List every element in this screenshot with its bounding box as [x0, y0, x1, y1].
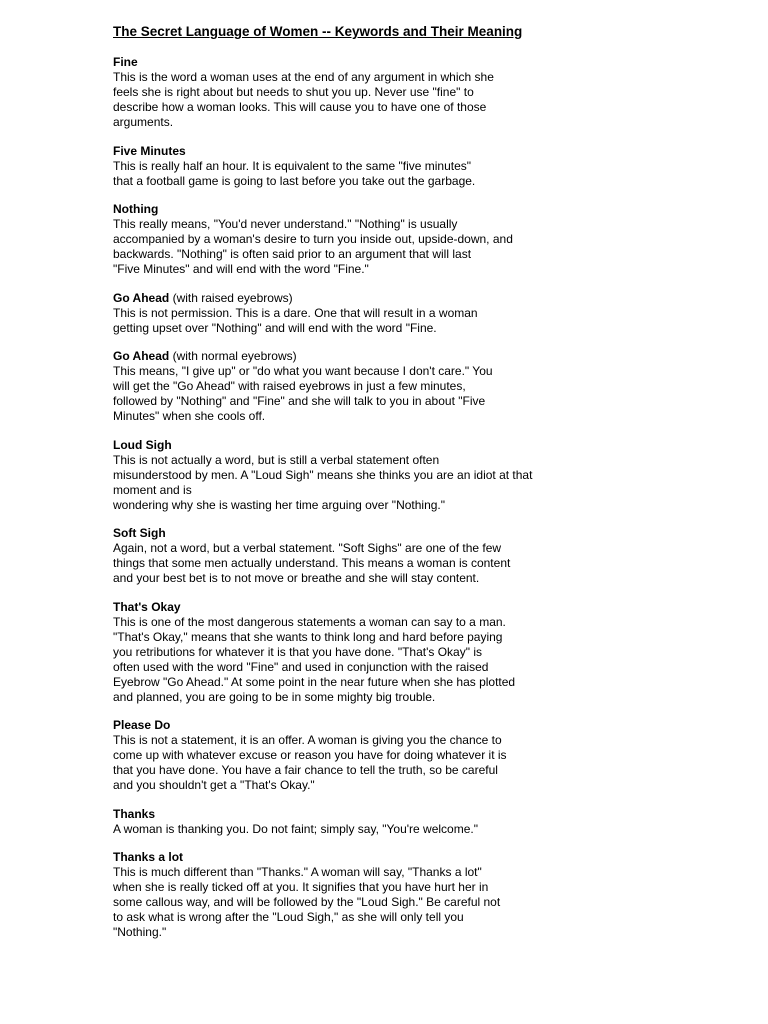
term-heading — [113, 850, 573, 865]
definition-line: This is much different than "Thanks." A woman will say, "Thanks a lot" — [113, 865, 482, 879]
term-definition — [113, 453, 573, 513]
term-qualifier: (with raised eyebrows) — [169, 290, 293, 305]
definition-line: followed by "Nothing" and "Fine" and she will talk to you in about "Five — [113, 394, 486, 408]
term-heading — [113, 600, 573, 615]
term-definition — [113, 159, 573, 189]
entry-loud-sigh — [113, 438, 573, 513]
definition-line: will get the "Go Ahead" with raised eyebrows in just a few minutes, — [113, 379, 466, 393]
definition-line: misunderstood by men. A "Loud Sigh" means she thinks you are an idiot at that — [113, 467, 533, 482]
definition-line: "Five Minutes" and will end with the word "Fine." — [113, 262, 369, 276]
term-definition — [113, 70, 573, 130]
entry-go-ahead-raised — [113, 291, 573, 336]
definition-line: This is one of the most dangerous statements a woman can say to a man. — [113, 614, 506, 629]
entry-fine — [113, 55, 573, 130]
term-heading — [113, 55, 573, 70]
definition-line: This is the word a woman uses at the end of any argument in which she — [113, 70, 494, 84]
definition-line: "Nothing." — [113, 925, 167, 939]
term-definition — [113, 306, 573, 336]
definition-line: and planned, you are going to be in some mighty big trouble. — [113, 689, 436, 704]
definition-line: things that some men actually understand. This means a woman is content — [113, 556, 511, 570]
term-definition — [113, 217, 573, 277]
entry-thats-okay — [113, 600, 573, 705]
definition-line: describe how a woman looks. This will cause you to have one of those — [113, 100, 487, 114]
term-word: Go Ahead — [113, 349, 170, 363]
term-word: Fine — [113, 55, 138, 69]
definition-line: This is really half an hour. It is equivalent to the same "five minutes" — [113, 158, 472, 173]
term-heading — [113, 144, 573, 159]
term-qualifier: (with normal eyebrows) — [169, 349, 297, 363]
document-title: The Secret Language of Women -- Keywords and Their Meaning — [113, 24, 523, 39]
term-heading — [113, 438, 573, 453]
entry-five-minutes — [113, 144, 573, 189]
definition-line: backwards. "Nothing" is often said prior to an argument that will last — [113, 247, 472, 261]
term-heading — [113, 807, 573, 822]
definition-line: often used with the word "Fine" and used in conjunction with the raised — [113, 659, 489, 674]
term-word: Nothing — [113, 202, 159, 216]
definition-line: feels she is right about but needs to shut you up. Never use "fine" to — [113, 85, 474, 99]
definition-line: some callous way, and will be followed by the "Loud Sigh." Be careful not — [113, 895, 501, 909]
entry-thanks-a-lot — [113, 850, 573, 940]
term-word: Thanks — [113, 806, 156, 821]
definition-line: This really means, "You'd never understand." "Nothing" is usually — [113, 217, 458, 231]
definition-line: that a football game is going to last before you take out the garbage. — [113, 173, 476, 188]
definition-line: A woman is thanking you. Do not faint; simply say, "You're welcome." — [113, 821, 478, 836]
term-word: Soft Sigh — [113, 526, 166, 540]
definition-line: This is not permission. This is a dare. One that will result in a woman — [113, 305, 478, 320]
definition-line: This is not actually a word, but is still a verbal statement often — [113, 452, 440, 467]
definition-line: moment and is — [113, 482, 192, 497]
term-definition — [113, 541, 573, 586]
definition-line: "That's Okay," means that she wants to think long and hard before paying — [113, 629, 503, 644]
document-body — [113, 24, 573, 954]
term-definition — [113, 822, 573, 837]
definition-line: getting upset over "Nothing" and will end with the word "Fine. — [113, 320, 437, 335]
term-definition — [113, 733, 573, 793]
definition-line: accompanied by a woman's desire to turn you inside out, upside-down, and — [113, 232, 513, 246]
definition-line: arguments. — [113, 115, 174, 129]
definition-line: and your best bet is to not move or breathe and she will stay content. — [113, 571, 480, 585]
term-definition — [113, 364, 573, 424]
term-heading — [113, 526, 573, 541]
term-word: Loud Sigh — [113, 437, 172, 452]
term-heading — [113, 202, 573, 217]
term-definition — [113, 615, 573, 705]
entry-thanks — [113, 807, 573, 837]
definition-line: that you have done. You have a fair chance to tell the truth, so be careful — [113, 763, 498, 777]
definition-line: Again, not a word, but a verbal statement. "Soft Sighs" are one of the few — [113, 541, 502, 555]
entry-nothing — [113, 202, 573, 277]
definition-line: when she is really ticked off at you. It signifies that you have hurt her in — [113, 880, 489, 894]
definition-line: to ask what is wrong after the "Loud Sigh," as she will only tell you — [113, 910, 464, 924]
term-heading — [113, 291, 573, 306]
definition-line: you retributions for whatever it is that you have done. "That's Okay" is — [113, 644, 482, 659]
definition-line: Eyebrow "Go Ahead." At some point in the near future when she has plotted — [113, 674, 516, 689]
term-definition — [113, 865, 573, 940]
definition-line: This means, "I give up" or "do what you want because I don't care." You — [113, 364, 493, 378]
definition-line: wondering why she is wasting her time arguing over "Nothing." — [113, 497, 446, 512]
term-heading — [113, 718, 573, 733]
term-word: Please Do — [113, 718, 171, 732]
definition-line: Minutes" when she cools off. — [113, 409, 266, 423]
term-heading — [113, 349, 573, 364]
term-word: Thanks a lot — [113, 850, 184, 864]
entry-soft-sigh — [113, 526, 573, 586]
definition-line: This is not a statement, it is an offer. A woman is giving you the chance to — [113, 733, 502, 747]
term-word: Go Ahead — [113, 290, 170, 305]
term-word: That's Okay — [113, 599, 181, 614]
term-word: Five Minutes — [113, 143, 186, 158]
entry-please-do — [113, 718, 573, 793]
entry-go-ahead-normal — [113, 349, 573, 424]
definition-line: and you shouldn't get a "That's Okay." — [113, 778, 315, 792]
definition-line: come up with whatever excuse or reason you have for doing whatever it is — [113, 748, 507, 762]
